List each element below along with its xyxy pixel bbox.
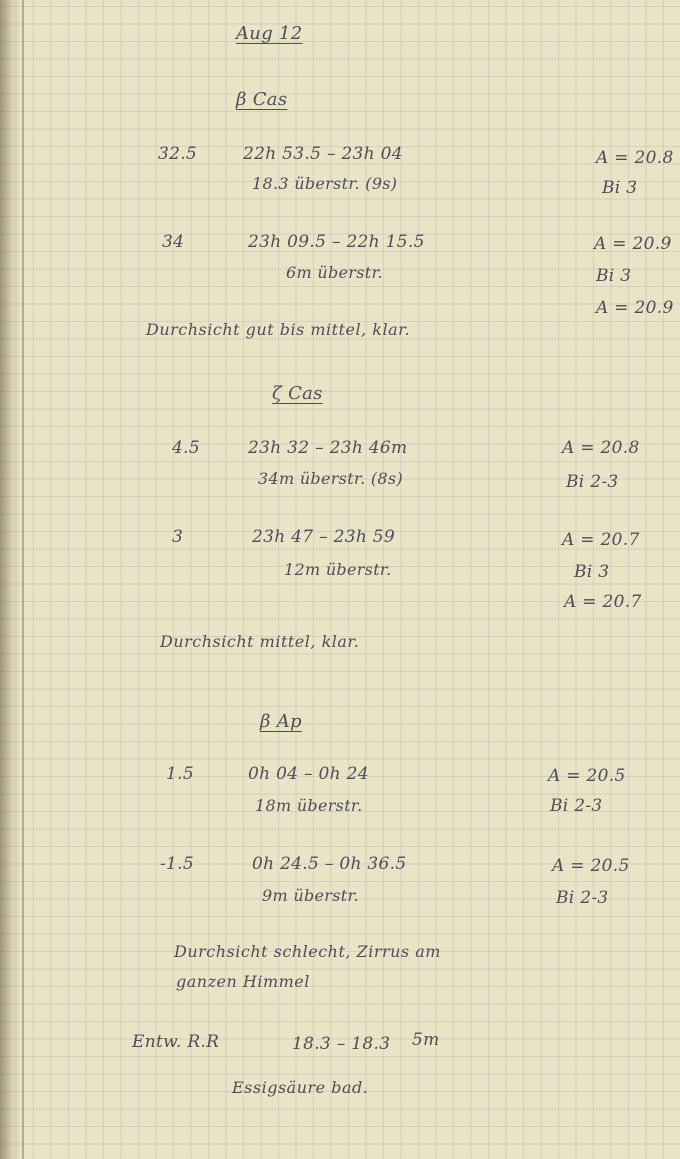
obs-detail: 9m überstr. — [262, 886, 360, 905]
obs-value: -1.5 — [160, 854, 194, 874]
obs-detail: 34m überstr. (8s) — [258, 469, 403, 488]
section-note: Durchsicht mittel, klar. — [160, 632, 360, 651]
obs-magnitude: A = 20.8 — [562, 438, 640, 458]
obs-detail: 6m überstr. — [286, 263, 384, 282]
obs-time: 23h 47 – 23h 59 — [252, 527, 396, 547]
obs-detail: 18m überstr. — [255, 796, 363, 815]
section-heading-zeta-cas: ζ Cas — [272, 383, 323, 404]
obs-magnitude: A = 20.5 — [548, 766, 626, 786]
obs-time: 23h 09.5 – 22h 15.5 — [248, 232, 425, 252]
page-date: Aug 12 — [236, 23, 303, 44]
obs-magnitude: A = 20.8 — [596, 148, 674, 168]
obs-detail: 12m überstr. — [284, 560, 392, 579]
obs-bi: Bi 2-3 — [550, 796, 603, 816]
obs-magnitude: A = 20.9 — [594, 234, 672, 254]
obs-time: 0h 24.5 – 0h 36.5 — [252, 854, 407, 874]
obs-value: 34 — [162, 232, 185, 252]
footer-label: Entw. R.R — [132, 1032, 220, 1052]
obs-bi: Bi 2-3 — [566, 472, 619, 492]
page-binding-shadow — [0, 0, 22, 1159]
obs-magnitude: A = 20.7 — [562, 530, 640, 550]
obs-detail: 18.3 überstr. (9s) — [252, 174, 398, 193]
page-binding-edge — [22, 0, 24, 1159]
obs-value: 4.5 — [172, 438, 200, 458]
obs-magnitude: A = 20.5 — [552, 856, 630, 876]
obs-time: 22h 53.5 – 23h 04 — [243, 144, 403, 164]
obs-value: 1.5 — [166, 764, 194, 784]
section-note-line2: ganzen Himmel — [176, 972, 310, 991]
obs-value: 32.5 — [158, 144, 198, 164]
obs-bi: Bi 3 — [596, 266, 632, 286]
obs-time: 0h 04 – 0h 24 — [248, 764, 369, 784]
obs-value: 3 — [172, 527, 184, 547]
footer-duration: 5m — [412, 1030, 440, 1050]
obs-magnitude-repeat: A = 20.9 — [596, 298, 674, 318]
section-note: Durchsicht gut bis mittel, klar. — [146, 320, 411, 339]
footer-range: 18.3 – 18.3 — [292, 1034, 391, 1054]
section-note-line1: Durchsicht schlecht, Zirrus am — [174, 942, 441, 961]
footer-bath: Essigsäure bad. — [232, 1078, 369, 1097]
obs-bi: Bi 3 — [602, 178, 638, 198]
obs-bi: Bi 2-3 — [556, 888, 609, 908]
obs-bi: Bi 3 — [574, 562, 610, 582]
obs-magnitude-repeat: A = 20.7 — [564, 592, 642, 612]
section-heading-beta-ap: β Ap — [260, 711, 302, 732]
section-heading-beta-cas: β Cas — [236, 89, 288, 110]
obs-time: 23h 32 – 23h 46m — [248, 438, 408, 458]
